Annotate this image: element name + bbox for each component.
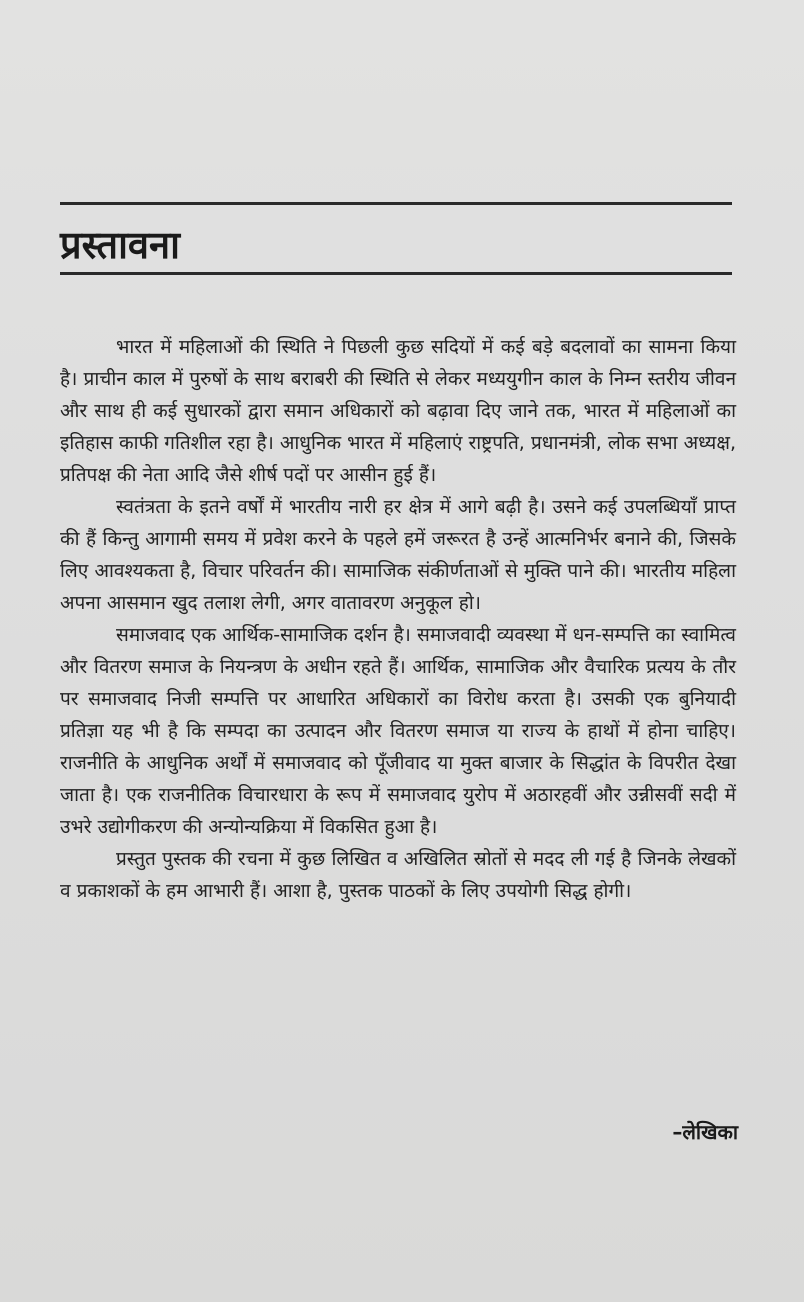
page-title: प्रस्तावना [60,223,180,267]
paragraph-2: स्वतंत्रता के इतने वर्षों में भारतीय नारी हर क्षेत्र में आगे बढ़ी है। उसने कई उपलब्धियाँ प्राप्त की हैं किन्तु आगामी समय में प्रवेश करने के पहले हमें जरूरत है उन्हें आत्मनिर्भर बनाने की, जिसके लिए आवश्यकता है, विचार परिवर्तन की। सामाजिक संकीर्णताओं से मुक्ति पाने की। भारतीय महिला अपना आसमान खुद तलाश लेगी, अगर वातावरण अनुकूल हो। [60,496,736,614]
heading-top-rule [60,202,732,205]
paragraph-1: भारत में महिलाओं की स्थिति ने पिछली कुछ सदियों में कई बड़े बदलावों का सामना किया है। प्राचीन काल में पुरुषों के साथ बराबरी की स्थिति से लेकर मध्ययुगीन काल के निम्न स्तरीय जीवन और साथ ही कई सुधारकों द्वारा समान अधिकारों को बढ़ावा दिए जाने तक, भारत में महिलाओं का इतिहास काफी गतिशील रहा है। आधुनिक भारत में महिलाएं राष्ट्रपति, प्रधानमंत्री, लोक सभा अध्यक्ष, प्रतिपक्ष की नेता आदि जैसे शीर्ष पदों पर आसीन हुई हैं। [60,336,736,486]
preface-body [60,331,736,907]
author-signature: –लेखिका [672,1120,738,1144]
heading-bottom-rule [60,272,732,275]
paragraph-4: प्रस्तुत पुस्तक की रचना में कुछ लिखित व अखिलित स्रोतों से मदद ली गई है जिनके लेखकों व प्रकाशकों के हम आभारी हैं। आशा है, पुस्तक पाठकों के लिए उपयोगी सिद्ध होगी। [60,848,736,902]
paragraph-3: समाजवाद एक आर्थिक-सामाजिक दर्शन है। समाजवादी व्यवस्था में धन-सम्पत्ति का स्वामित्व और वितरण समाज के नियन्त्रण के अधीन रहते हैं। आर्थिक, सामाजिक और वैचारिक प्रत्यय के तौर पर समाजवाद निजी सम्पत्ति पर आधारित अधिकारों का विरोध करता है। उसकी एक बुनियादी प्रतिज्ञा यह भी है कि सम्पदा का उत्पादन और वितरण समाज या राज्य के हाथों में होना चाहिए। राजनीति के आधुनिक अर्थों में समाजवाद को पूँजीवाद या मुक्त बाजार के सिद्धांत के विपरीत देखा जाता है। एक राजनीतिक विचारधारा के रूप में समाजवाद युरोप में अठारहवीं और उन्नीसवीं सदी में उभरे उद्योगीकरण की अन्योन्यक्रिया में विकसित हुआ है। [60,624,736,838]
